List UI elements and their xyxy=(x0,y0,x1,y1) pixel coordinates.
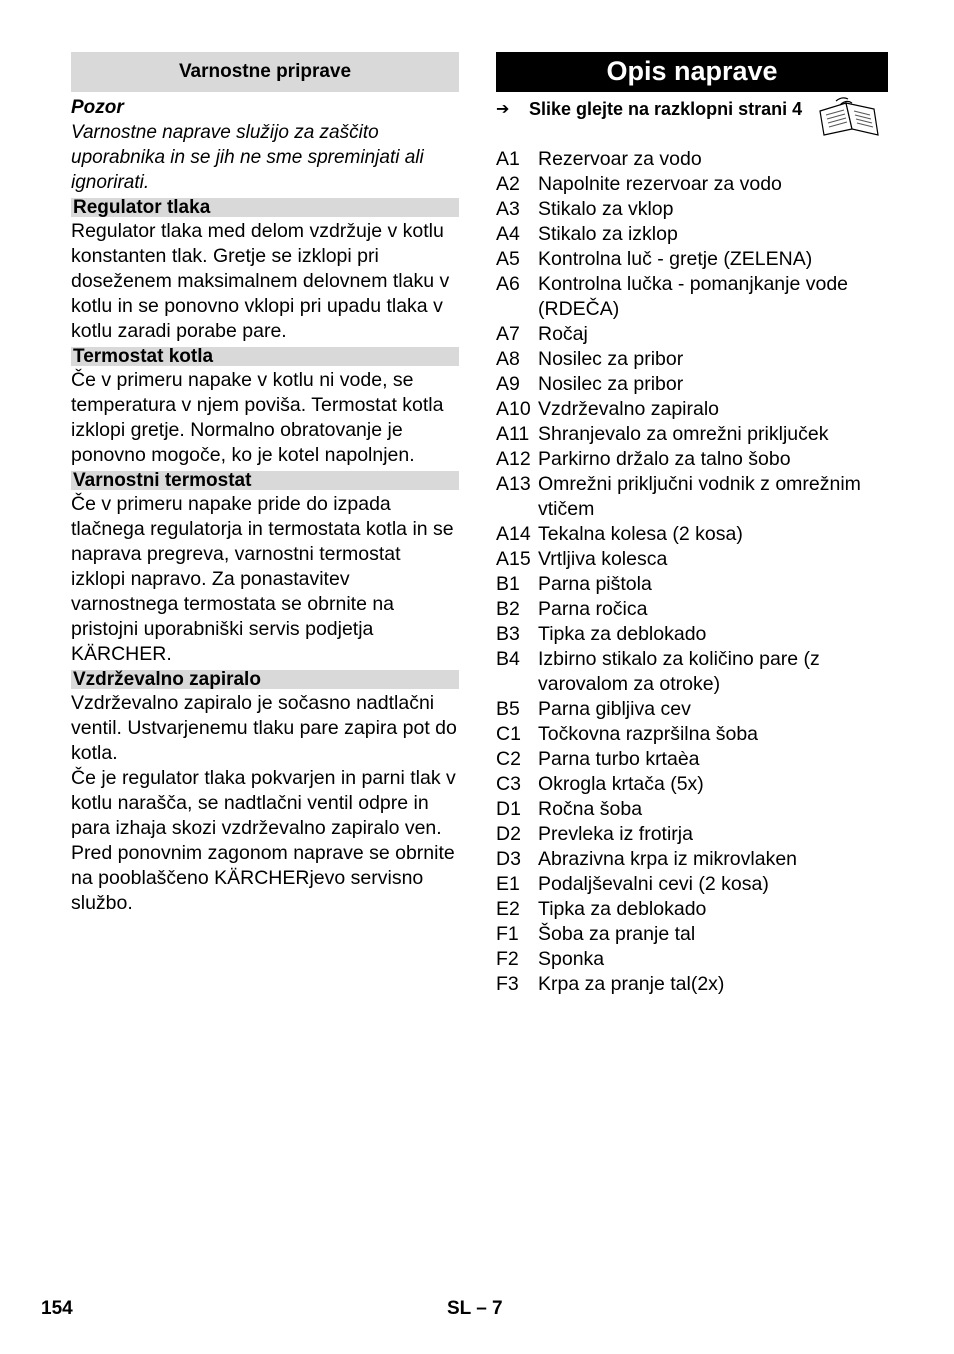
item-code: A11 xyxy=(496,423,530,445)
item-label: Prevleka iz frotirja xyxy=(538,823,693,845)
item-code: A14 xyxy=(496,523,531,545)
list-item xyxy=(496,897,888,922)
paragraph: Regulator tlaka med delom vzdržuje v kotlu konstanten tlak. Gretje se izklopi pri doseženem maksimalnem delovnem tlaku v kotlu in se ponovno vklopi pri upadu tlaka v kotlu zaradi porabe pare. xyxy=(71,220,450,342)
item-code: D2 xyxy=(496,823,521,845)
item-code: A15 xyxy=(496,548,531,570)
item-code: B4 xyxy=(496,648,520,670)
list-item xyxy=(496,947,888,972)
item-label: Parna ročica xyxy=(538,598,648,620)
item-code: E2 xyxy=(496,898,520,920)
list-item xyxy=(496,397,888,422)
list-item xyxy=(496,722,888,747)
item-label: Ročaj xyxy=(538,323,588,345)
paragraph: Če v primeru napake v kotlu ni vode, se temperatura v njem poviša. Termostat kotla izklopi gretje. Normalno obratovanje je ponovno mogoče, ko je kotel napolnjen. xyxy=(71,369,444,466)
item-code: A2 xyxy=(496,173,520,195)
item-label: Tipka za deblokado xyxy=(538,623,707,645)
item-code: A9 xyxy=(496,373,520,395)
item-label: Okrogla krtača (5x) xyxy=(538,773,704,795)
parts-list xyxy=(496,147,888,997)
list-item xyxy=(496,272,888,322)
paragraph: Če je regulator tlaka pokvarjen in parni tlak v kotlu narašča, se nadtlačni ventil odpre in para izhaja skozi vzdrževalno zapiralo ven. Pred ponovnim zagonom naprave se obrnite na pooblaščeno KÄRCHERjevo servisno službo. xyxy=(71,767,456,914)
item-label: Stikalo za vklop xyxy=(538,198,674,220)
item-code: A10 xyxy=(496,398,531,420)
list-item xyxy=(496,522,888,547)
left-column xyxy=(71,52,459,916)
item-code: A5 xyxy=(496,248,520,270)
item-label: Šoba za pranje tal xyxy=(538,923,696,945)
item-label: Parna gibljiva cev xyxy=(538,698,691,720)
item-code: F1 xyxy=(496,923,519,945)
list-item xyxy=(496,697,888,722)
item-label: Rezervoar za vodo xyxy=(538,148,702,170)
item-code: C3 xyxy=(496,773,521,795)
item-code: A6 xyxy=(496,273,520,295)
item-label: Parkirno držalo za talno šobo xyxy=(538,448,791,470)
item-code: A3 xyxy=(496,198,520,220)
page-number: 154 xyxy=(41,1298,73,1319)
arrow-right-icon: ➔ xyxy=(496,101,510,118)
list-item xyxy=(496,347,888,372)
item-label: Abrazivna krpa iz mikrovlaken xyxy=(538,848,798,870)
item-label: Omrežni priključni vodnik z omrežnim vtičem xyxy=(538,473,861,520)
list-item xyxy=(496,472,888,522)
list-item xyxy=(496,872,888,897)
list-item xyxy=(496,622,888,647)
item-code: A7 xyxy=(496,323,520,345)
list-item xyxy=(496,197,888,222)
list-item xyxy=(496,847,888,872)
list-item xyxy=(496,547,888,572)
list-item xyxy=(496,647,888,697)
item-label: Parna pištola xyxy=(538,573,652,595)
item-code: A1 xyxy=(496,148,520,170)
item-label: Napolnite rezervoar za vodo xyxy=(538,173,782,195)
item-code: A12 xyxy=(496,448,531,470)
list-item xyxy=(496,822,888,847)
item-label: Vzdrževalno zapiralo xyxy=(538,398,720,420)
item-code: E1 xyxy=(496,873,520,895)
item-code: B3 xyxy=(496,623,520,645)
list-item xyxy=(496,147,888,172)
list-item xyxy=(496,447,888,472)
item-code: A4 xyxy=(496,223,520,245)
item-label: Sponka xyxy=(538,948,605,970)
item-code: D1 xyxy=(496,798,521,820)
item-code: A13 xyxy=(496,473,531,495)
item-label: Kontrolna lučka - pomanjkanje vode (RDEČA) xyxy=(538,273,849,320)
section-header-device-description: Opis naprave xyxy=(496,52,888,92)
item-code: C2 xyxy=(496,748,521,770)
list-item xyxy=(496,372,888,397)
item-label: Parna turbo krtaèa xyxy=(538,748,700,770)
item-label: Tipka za deblokado xyxy=(538,898,707,920)
list-item xyxy=(496,222,888,247)
list-item xyxy=(496,797,888,822)
list-item xyxy=(496,747,888,772)
note-text: Slike glejte na razklopni strani 4 xyxy=(529,99,803,119)
list-item xyxy=(496,572,888,597)
section-header-safety: Varnostne priprave xyxy=(71,52,459,92)
item-label: Krpa za pranje tal(2x) xyxy=(538,973,725,995)
item-code: B5 xyxy=(496,698,520,720)
item-code: A8 xyxy=(496,348,520,370)
paragraph: Če v primeru napake pride do izpada tlačnega regulatorja in termostata kotla in se naprava pregreva, varnostni termostat izklopi napravo. Za ponastavitev varnostnega termostata se obrnite na pristojni uporabniški servis podjetja KÄRCHER. xyxy=(71,493,454,665)
warning-text: Varnostne naprave služijo za zaščito uporabnika in se jih ne sme spreminjati ali ignorirati. xyxy=(71,122,424,193)
list-item xyxy=(496,922,888,947)
item-code: B1 xyxy=(496,573,520,595)
open-book-icon xyxy=(816,95,884,137)
item-label: Stikalo za izklop xyxy=(538,223,678,245)
item-label: Izbirno stikalo za količino pare (z varovalom za otroke) xyxy=(538,648,820,695)
item-label: Shranjevalo za omrežni priključek xyxy=(538,423,829,445)
item-label: Nosilec za pribor xyxy=(538,373,684,395)
item-code: D3 xyxy=(496,848,521,870)
figure-reference-note xyxy=(496,97,888,147)
subsection-title: Vzdrževalno zapiralo xyxy=(71,670,459,689)
paragraph: Vzdrževalno zapiralo je sočasno nadtlačni ventil. Ustvarjenemu tlaku pare zapira pot do kotla. xyxy=(71,692,457,764)
list-item xyxy=(496,322,888,347)
list-item xyxy=(496,422,888,447)
item-label: Točkovna razpršilna šoba xyxy=(538,723,759,745)
list-item xyxy=(496,772,888,797)
item-code: C1 xyxy=(496,723,521,745)
right-column xyxy=(496,52,888,997)
subsection-title: Varnostni termostat xyxy=(71,471,459,490)
list-item xyxy=(496,972,888,997)
item-code: B2 xyxy=(496,598,520,620)
warning-label: Pozor xyxy=(71,97,124,118)
item-code: F2 xyxy=(496,948,519,970)
list-item xyxy=(496,172,888,197)
item-label: Vrtljiva kolesca xyxy=(538,548,668,570)
item-label: Kontrolna luč - gretje (ZELENA) xyxy=(538,248,813,270)
language-page-label: SL – 7 xyxy=(447,1298,503,1319)
subsection-title: Regulator tlaka xyxy=(71,198,459,217)
subsection-title: Termostat kotla xyxy=(71,347,459,366)
item-label: Tekalna kolesa (2 kosa) xyxy=(538,523,743,545)
list-item xyxy=(496,597,888,622)
item-label: Ročna šoba xyxy=(538,798,643,820)
list-item xyxy=(496,247,888,272)
item-label: Nosilec za pribor xyxy=(538,348,684,370)
item-label: Podaljševalni cevi (2 kosa) xyxy=(538,873,769,895)
item-code: F3 xyxy=(496,973,519,995)
